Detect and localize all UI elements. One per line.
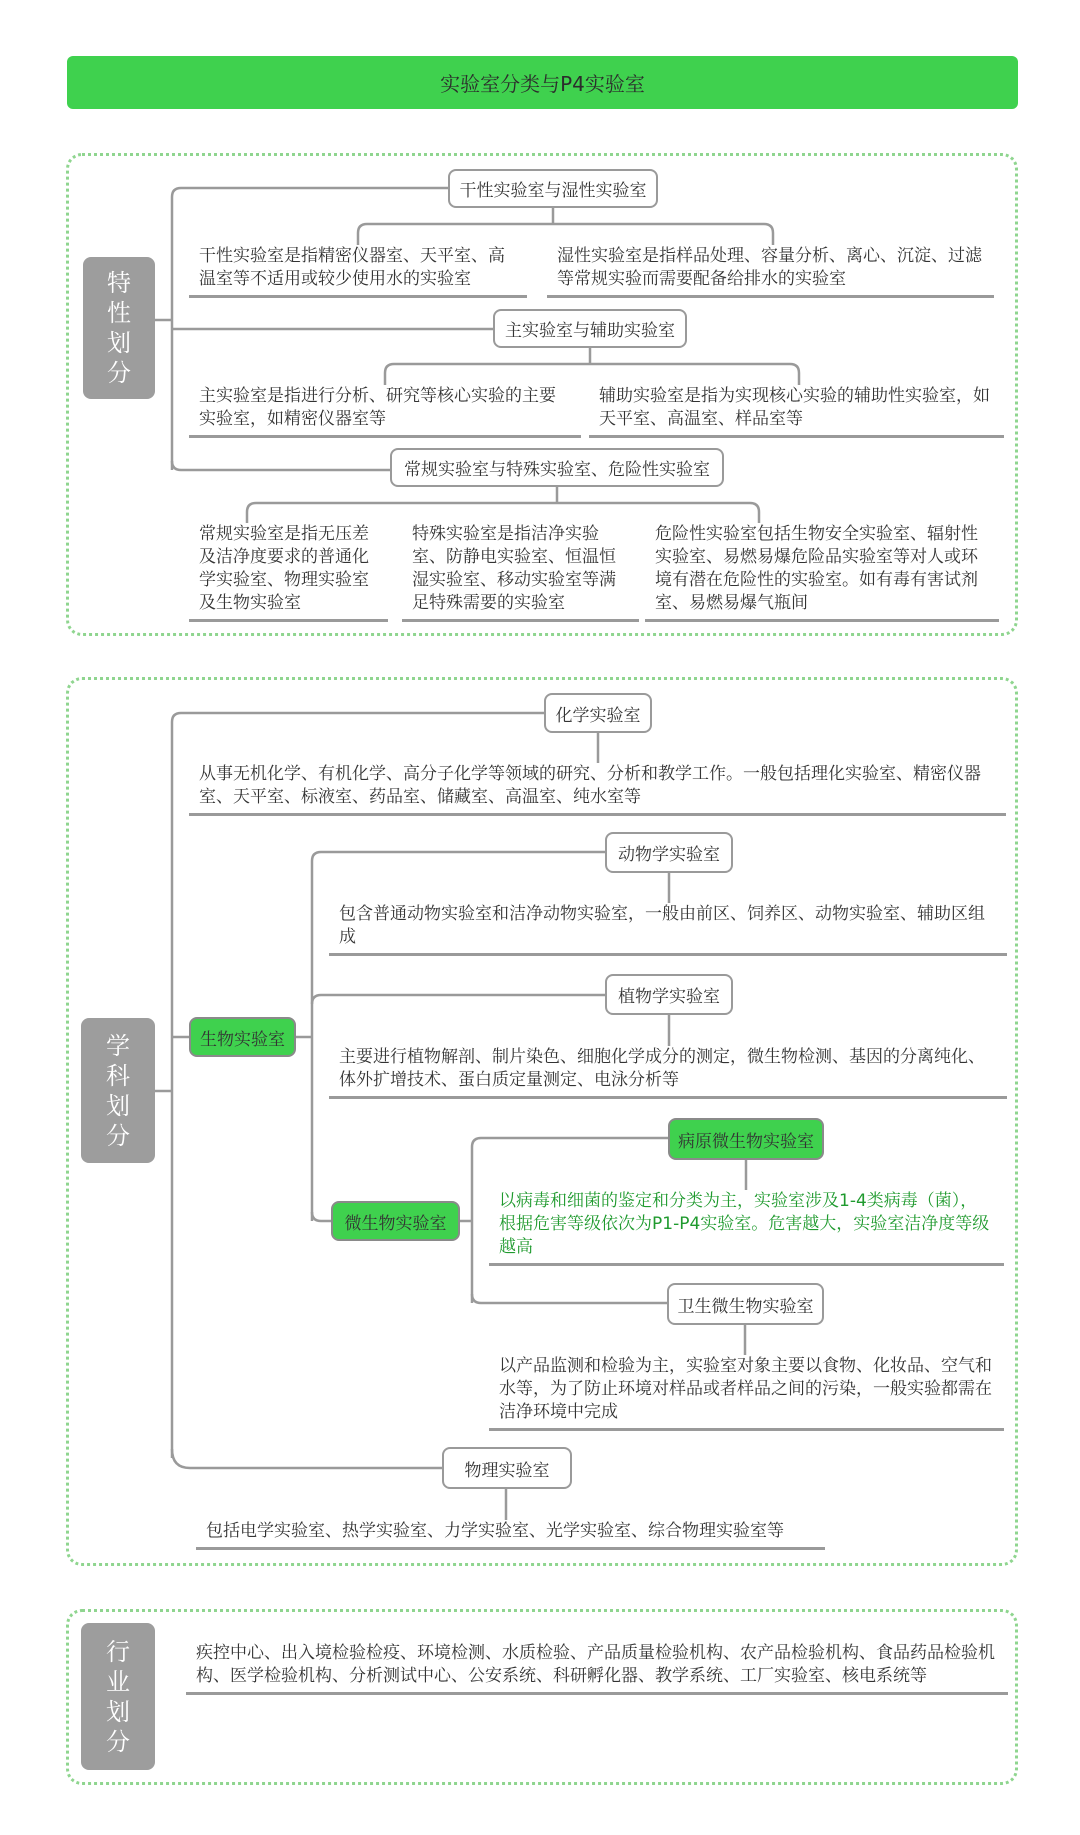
desc-main-lab: 主实验室是指进行分析、研究等核心实验的主要实验室，如精密仪器室等: [189, 385, 581, 438]
label-char: 学: [106, 1031, 130, 1060]
label-char: 行: [106, 1637, 130, 1666]
desc-industry: 疾控中心、出入境检验检疫、环境检测、水质检验、产品质量检验机构、农产品检验机构、食品药品检验机构、医学检验机构、分析测试中心、公安系统、科研孵化器、教学系统、工厂实验室、核电系统等: [186, 1642, 1008, 1695]
node-pathogen-lab[interactable]: 病原微生物实验室: [668, 1118, 824, 1160]
desc-hygiene-micro-lab: 以产品监测和检验为主，实验室对象主要以食物、化妆品、空气和水等，为了防止环境对样品或者样品之间的污染，一般实验都需在洁净环境中完成: [489, 1355, 1004, 1431]
desc-regular-lab: 常规实验室是指无压差及洁净度要求的普通化学实验室、物理实验室及生物实验室: [189, 523, 388, 622]
desc-hazard-lab: 危险性实验室包括生物安全实验室、辐射性实验室、易燃易爆危险品实验室等对人或环境有潜在危险性的实验室。如有毒有害试剂室、易燃易爆气瓶间: [645, 523, 999, 622]
desc-dry-lab: 干性实验室是指精密仪器室、天平室、高温室等不适用或较少使用水的实验室: [189, 245, 527, 298]
node-zoology-lab[interactable]: 动物学实验室: [605, 832, 733, 873]
label-char: 科: [106, 1061, 130, 1090]
label-char: 性: [107, 299, 131, 327]
desc-pathogen-lab: 以病毒和细菌的鉴定和分类为主，实验室涉及1-4类病毒（菌），根据危害等级依次为P1-P4实验室。危害越大，实验室洁净度等级越高: [489, 1190, 1004, 1266]
desc-zoology-lab: 包含普通动物实验室和洁净动物实验室，一般由前区、饲养区、动物实验室、辅助区组成: [329, 903, 1007, 956]
label-char: 分: [106, 1727, 130, 1756]
label-char: 业: [106, 1667, 130, 1696]
label-char: 划: [107, 329, 131, 357]
label-char: 划: [106, 1091, 130, 1120]
node-main-auxiliary-lab[interactable]: 主实验室与辅助实验室: [493, 309, 687, 348]
desc-chemistry-lab: 从事无机化学、有机化学、高分子化学等领域的研究、分析和教学工作。一般包括理化实验室、精密仪器室、天平室、标液室、药品室、储藏室、高温室、纯水室等: [189, 763, 1006, 816]
desc-special-lab: 特殊实验室是指洁净实验室、防静电实验室、恒温恒湿实验室、移动实验室等满足特殊需要的实验室: [402, 523, 639, 622]
section-label-discipline: [81, 1018, 155, 1163]
node-dry-wet-lab[interactable]: 干性实验室与湿性实验室: [448, 169, 658, 208]
label-char: 特: [107, 269, 131, 297]
node-hygiene-micro-lab[interactable]: 卫生微生物实验室: [667, 1283, 824, 1325]
section-label-industry: [81, 1623, 155, 1770]
label-char: 划: [106, 1697, 130, 1726]
page-title: 实验室分类与P4实验室: [67, 56, 1018, 109]
desc-botany-lab: 主要进行植物解剖、制片染色、细胞化学成分的测定，微生物检测、基因的分离纯化、体外扩增技术、蛋白质定量测定、电泳分析等: [329, 1046, 1007, 1099]
node-botany-lab[interactable]: 植物学实验室: [605, 974, 733, 1015]
node-biology-lab[interactable]: 生物实验室: [189, 1017, 296, 1057]
node-physics-lab[interactable]: 物理实验室: [442, 1447, 572, 1489]
desc-physics-lab: 包括电学实验室、热学实验室、力学实验室、光学实验室、综合物理实验室等: [196, 1520, 825, 1550]
node-microbiology-lab[interactable]: 微生物实验室: [331, 1201, 460, 1241]
desc-wet-lab: 湿性实验室是指样品处理、容量分析、离心、沉淀、过滤等常规实验而需要配备给排水的实验室: [547, 245, 994, 298]
desc-auxiliary-lab: 辅助实验室是指为实现核心实验的辅助性实验室，如天平室、高温室、样品室等: [589, 385, 1004, 438]
label-char: 分: [106, 1121, 130, 1150]
section-label-characteristic: [83, 257, 155, 399]
node-chemistry-lab[interactable]: 化学实验室: [544, 693, 652, 733]
node-regular-special-hazard-lab[interactable]: 常规实验室与特殊实验室、危险性实验室: [390, 448, 724, 487]
section-industry: [66, 1609, 1018, 1785]
label-char: 分: [107, 359, 131, 387]
